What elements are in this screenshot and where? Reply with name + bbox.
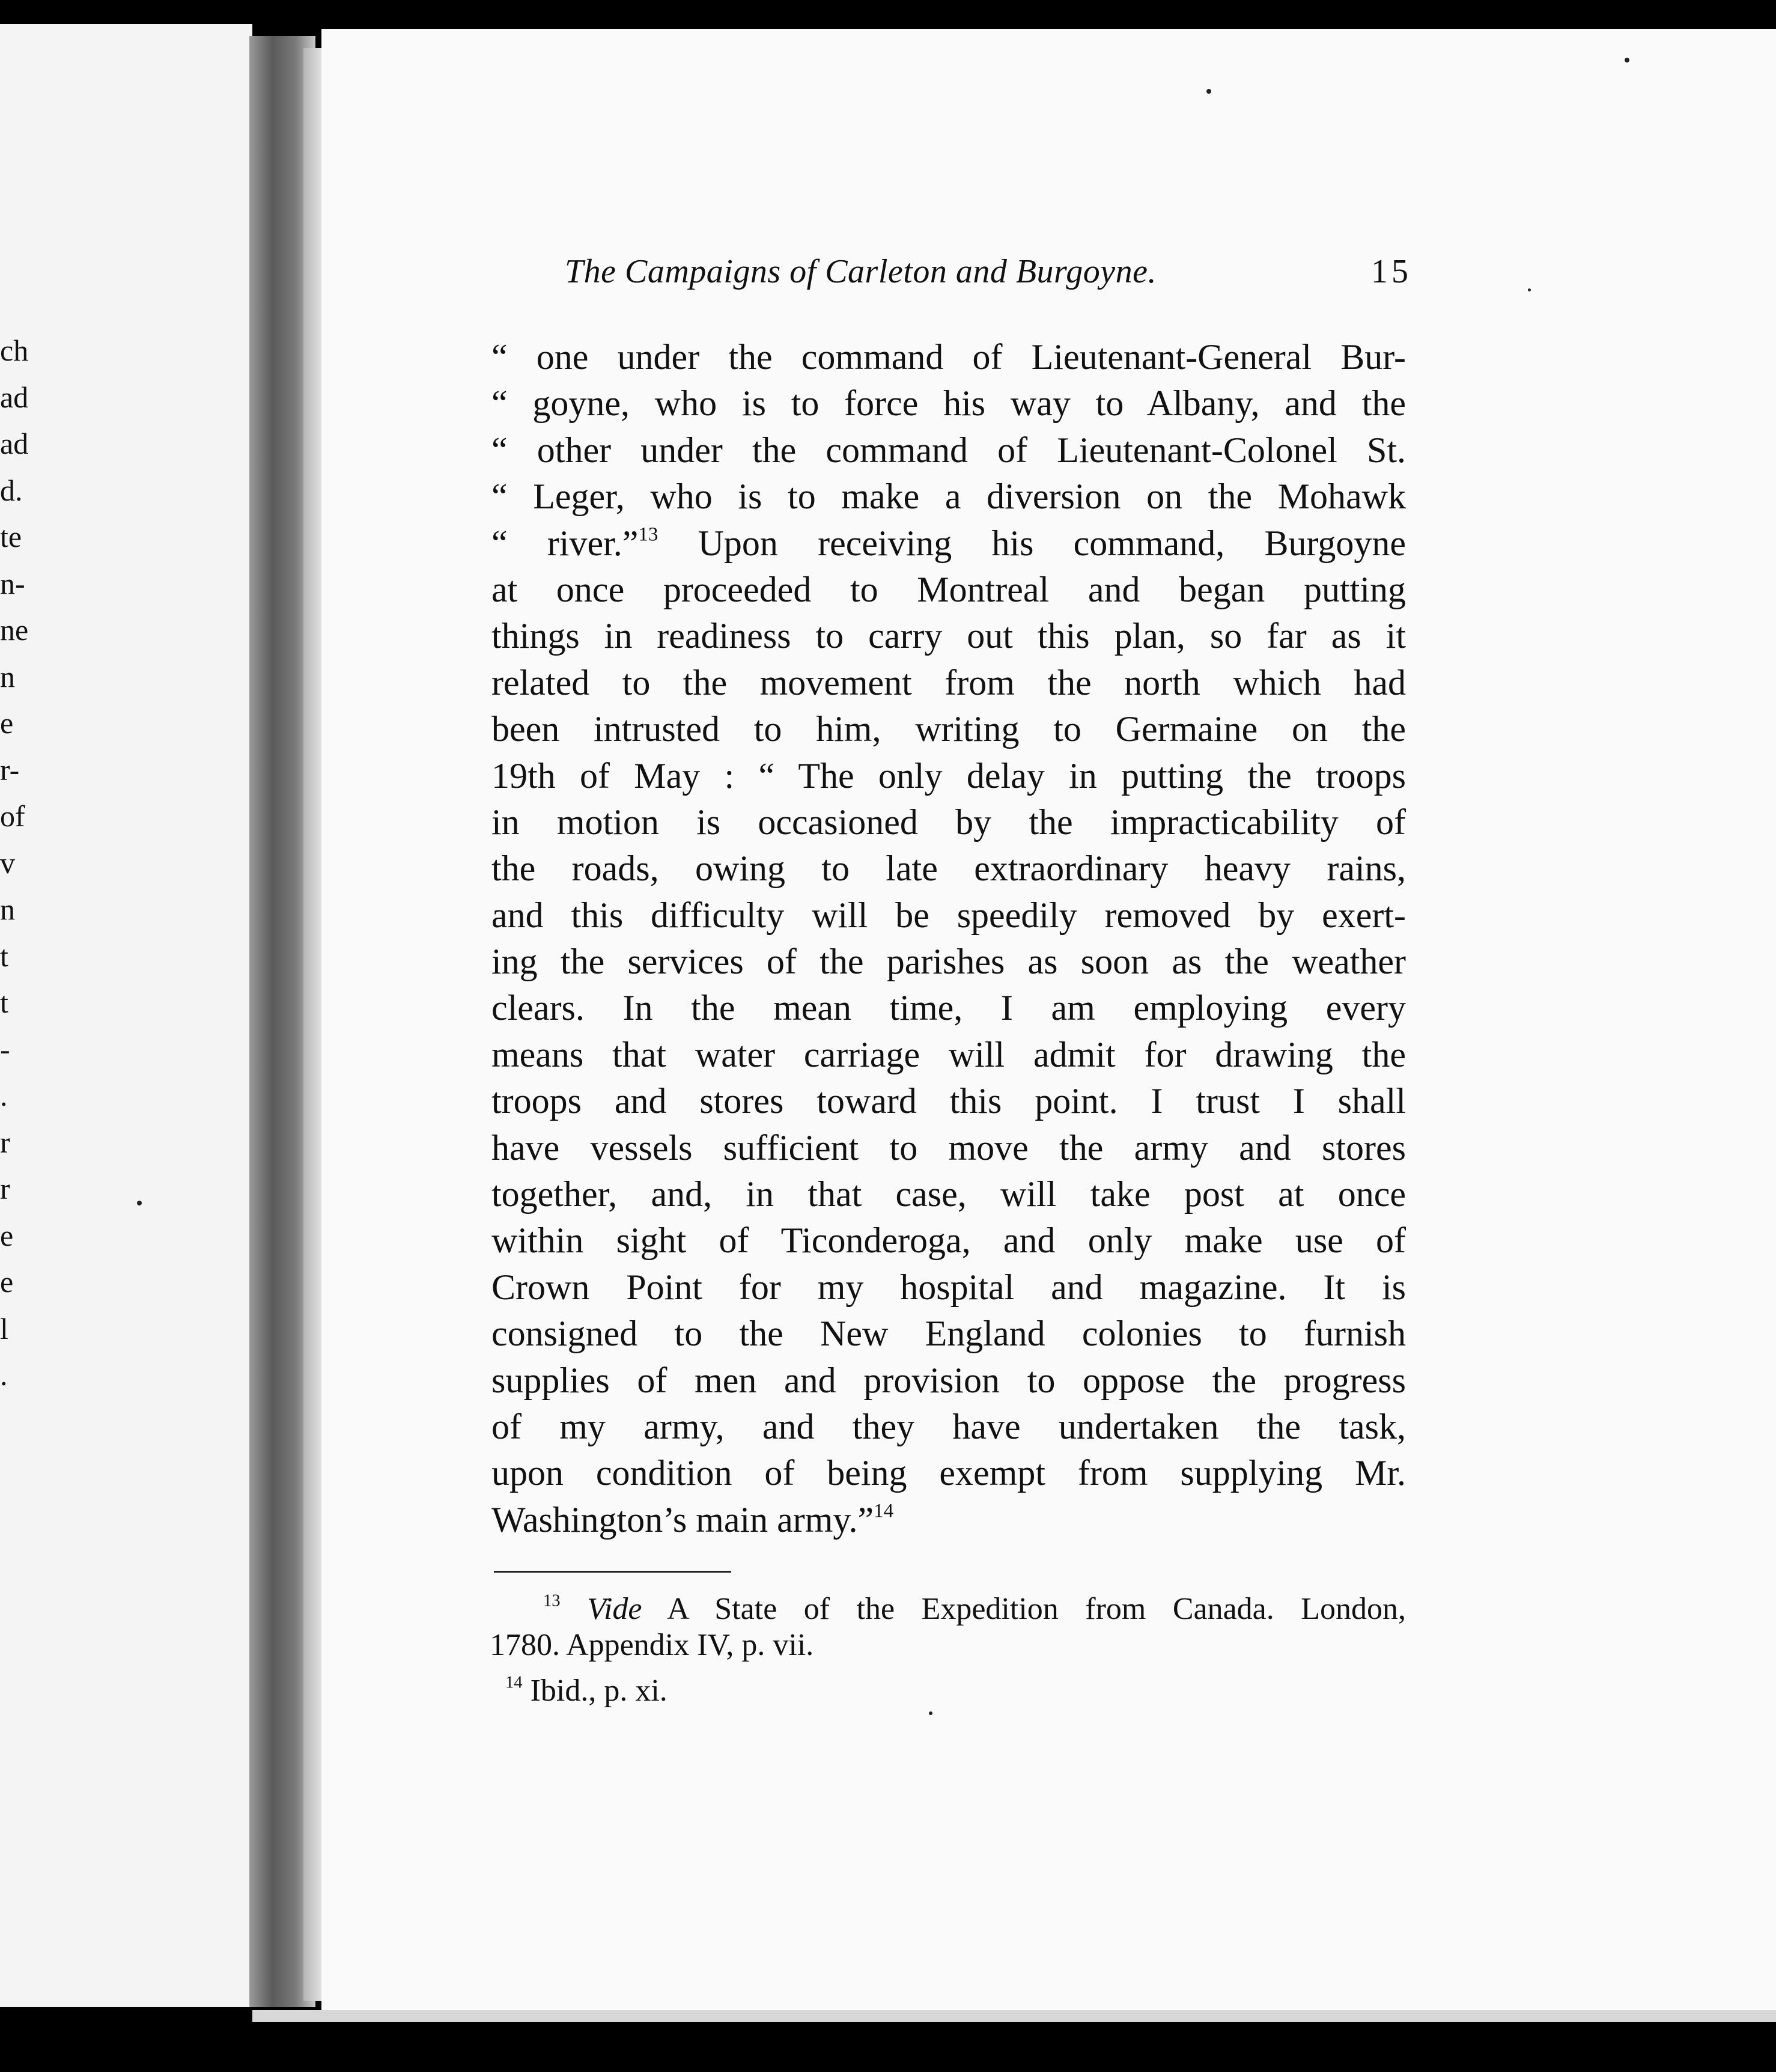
footnote-13-vide: Vide <box>587 1592 642 1626</box>
text-line: of my army, and they have undertaken the task, <box>491 1406 1406 1446</box>
running-head-title: The Campaigns of Carleton and Burgoyne. <box>565 253 1157 290</box>
text-line: at once proceeded to Montreal and began putting <box>491 569 1406 609</box>
previous-page-fragment: l <box>0 1311 8 1345</box>
previous-page-fragment: of <box>0 799 25 833</box>
text-line: together, and, in that case, will take post at once <box>491 1174 1406 1214</box>
text-line: “ other under the command of Lieutenant-Colonel St. <box>491 430 1406 470</box>
text-line-with-footnote-ref-13 <box>491 520 1406 567</box>
previous-page-fragment: r <box>0 1125 10 1159</box>
scan-speck <box>929 1711 932 1715</box>
previous-page-fragment: e <box>0 1218 14 1252</box>
text-line: have vessels sufficient to move the army and stores <box>491 1127 1406 1168</box>
text-line: within sight of Ticonderoga, and only make use of <box>491 1220 1406 1261</box>
previous-page-fragment: ch <box>0 334 29 367</box>
page-number: 15 <box>1371 253 1412 290</box>
previous-page-fragment: n- <box>0 566 25 600</box>
previous-page-fragment: t <box>0 939 8 973</box>
text-line-start: Washington’s main army.” <box>491 1499 874 1540</box>
footnote-13-text: A State of the Expedition from Canada. London, <box>667 1592 1407 1626</box>
running-head <box>565 252 1412 306</box>
text-line: “ goyne, who is to force his way to Albany, and the <box>491 383 1406 424</box>
text-line: the roads, owing to late extraordinary heavy rains, <box>491 849 1406 889</box>
page-bottom-edge <box>252 2010 1776 2022</box>
footnote-ref-13: 13 <box>638 523 658 545</box>
footnote-14 <box>490 1673 1406 1709</box>
page-gutter <box>303 48 321 2001</box>
previous-page-fragment: r <box>0 1172 10 1205</box>
previous-page-fragment: r- <box>0 752 20 787</box>
previous-page-fragment: ad <box>0 427 29 460</box>
scan-speck <box>137 1201 142 1205</box>
text-line-start: “ river.” <box>491 523 639 563</box>
text-line-rest: Upon receiving his command, Burgoyne <box>698 523 1406 563</box>
footnote-separator <box>494 1571 731 1573</box>
scan-speck <box>1625 58 1629 62</box>
text-line: supplies of men and provision to oppose the progress <box>491 1360 1406 1400</box>
previous-page-fragment: d. <box>0 473 23 507</box>
previous-page-fragment: . <box>0 1079 8 1112</box>
footnote-13-line-1 <box>490 1591 1406 1627</box>
text-line-with-footnote-ref-14 <box>491 1497 1406 1543</box>
previous-page-edge <box>0 24 252 2007</box>
previous-page-fragment: e <box>0 1265 14 1299</box>
text-line: and this difficulty will be speedily removed by exert- <box>491 895 1406 935</box>
previous-page-fragment: n <box>0 892 15 926</box>
previous-page-fragment: e <box>0 706 14 740</box>
previous-page-fragment: ad <box>0 380 29 414</box>
text-line: troops and stores toward this point. I trust I shall <box>491 1081 1406 1121</box>
footnotes <box>490 1591 1406 1709</box>
text-line: “ Leger, who is to make a diversion on the Mohawk <box>491 477 1406 517</box>
text-line: been intrusted to him, writing to Germaine on the <box>491 709 1406 749</box>
previous-page-fragment: . <box>0 1358 8 1392</box>
body-text <box>491 334 1406 1543</box>
previous-page-fragment: ne <box>0 613 29 647</box>
scan-speck <box>1206 89 1211 94</box>
footnote-13-line-2: 1780. Appendix IV, p. vii. <box>490 1628 814 1662</box>
footnote-13 <box>490 1591 1406 1663</box>
previous-page-fragment: te <box>0 520 22 553</box>
text-line: “ one under the command of Lieutenant-General Bur- <box>491 337 1406 377</box>
text-line: in motion is occasioned by the impracticability of <box>491 802 1406 842</box>
footnote-14-text: Ibid., p. xi. <box>530 1674 668 1708</box>
previous-page-fragment: - <box>0 1032 10 1066</box>
scan-speck <box>1528 288 1531 291</box>
previous-page-fragment: n <box>0 659 15 693</box>
text-line: means that water carriage will admit for drawing the <box>491 1034 1406 1074</box>
footnote-ref-14: 14 <box>874 1500 894 1522</box>
text-line: consigned to the New England colonies to furnish <box>491 1314 1406 1354</box>
text-line: ing the services of the parishes as soon as the weather <box>491 942 1406 982</box>
text-line: 19th of May : “ The only delay in putting the troops <box>491 755 1406 796</box>
text-line: upon condition of being exempt from supplying Mr. <box>491 1453 1406 1493</box>
footnote-14-number: 14 <box>505 1673 523 1692</box>
footnote-14-line <box>490 1673 1406 1709</box>
text-line: related to the movement from the north which had <box>491 662 1406 702</box>
text-line: Crown Point for my hospital and magazine. It is <box>491 1267 1406 1307</box>
previous-page-fragment: t <box>0 986 8 1019</box>
previous-page-text-fragments <box>0 328 36 1399</box>
text-line: clears. In the mean time, I am employing every <box>491 988 1406 1028</box>
text-line: things in readiness to carry out this plan, so far as it <box>491 616 1406 656</box>
footnote-13-number: 13 <box>543 1591 561 1610</box>
previous-page-fragment: v <box>0 846 15 880</box>
